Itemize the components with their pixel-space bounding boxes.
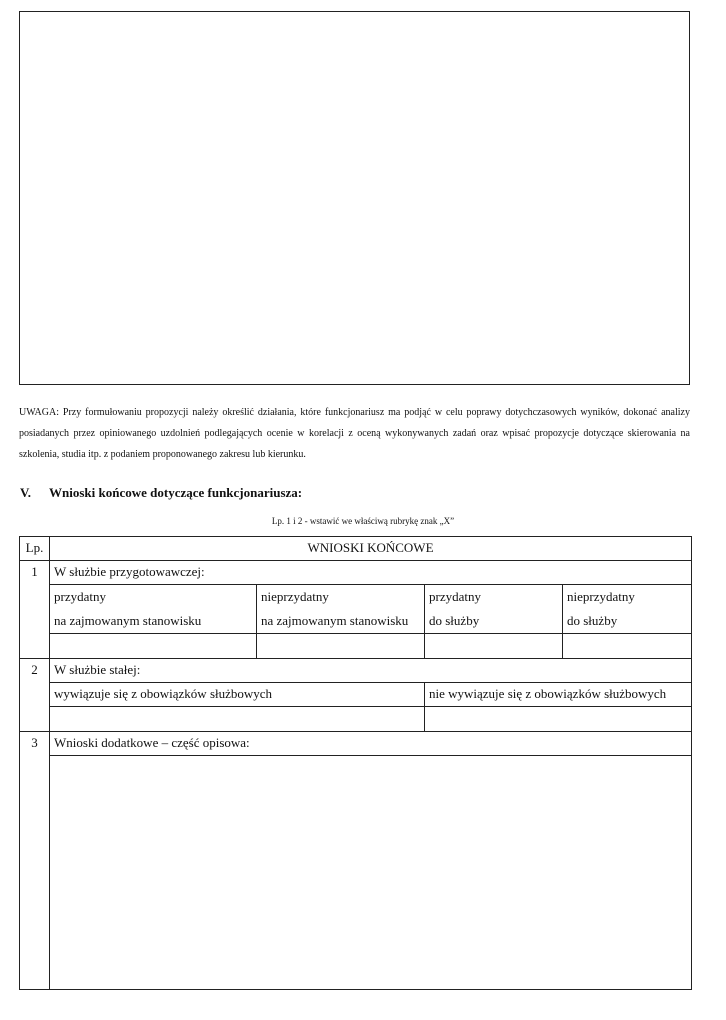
section-number: V. [20, 485, 31, 500]
option-label-line2: do służby [429, 613, 480, 628]
header-final-conclusions: WNIOSKI KOŃCOWE [50, 537, 692, 561]
section-title-text: Wnioski końcowe dotyczące funkcjonariusza: [49, 485, 303, 500]
option-label-line2: na zajmowanym stanowisku [54, 613, 202, 628]
option-label-line2: na zajmowanym stanowisku [261, 613, 409, 628]
additional-conclusions-text-area[interactable] [50, 756, 692, 990]
row3-title: Wnioski dodatkowe – część opisowa: [50, 732, 692, 756]
mark-cell-przydatny-sluzba[interactable] [425, 634, 563, 659]
option-label-line1: nieprzydatny [261, 589, 329, 604]
option-nieprzydatny-stanowisko [257, 585, 425, 634]
mark-cell-nieprzydatny-sluzba[interactable] [563, 634, 692, 659]
row1-title-row [20, 561, 692, 585]
proposals-text-area[interactable] [19, 11, 690, 385]
option-label-line2: do służby [567, 613, 618, 628]
row1-title: W służbie przygotowawczej: [50, 561, 692, 585]
header-lp: Lp. [20, 537, 50, 561]
section-title [20, 485, 302, 501]
option-label-line1: przydatny [54, 589, 106, 604]
table-header-row [20, 537, 692, 561]
row2-lp: 2 [20, 659, 50, 732]
row3-lp: 3 [20, 732, 50, 990]
mark-cell-nieprzydatny-stanowisko[interactable] [257, 634, 425, 659]
row3-title-row [20, 732, 692, 756]
option-nieprzydatny-sluzba [563, 585, 692, 634]
mark-cell-nie-wywiazuje-sie[interactable] [425, 707, 692, 732]
mark-cell-przydatny-stanowisko[interactable] [50, 634, 257, 659]
mark-cell-wywiazuje-sie[interactable] [50, 707, 425, 732]
option-nie-wywiazuje-sie: nie wywiązuje się z obowiązków służbowych [425, 683, 692, 707]
row1-lp: 1 [20, 561, 50, 659]
instruction-text: Lp. 1 i 2 - wstawić we właściwą rubrykę znak „X” [271, 516, 455, 526]
option-przydatny-sluzba [425, 585, 563, 634]
note-text: UWAGA: Przy formułowaniu propozycji należy określić działania, które funkcjonariusz ma podjąć w celu poprawy dotychczasowych wyników, dokonać analizy posiadanych przez opiniowanego uzdolnień podlegających ocenie w korelacji z oceną wykonywanych zadań oraz wpisać propozycje dotyczące skierowania na szkolenia, studia itp. z podaniem proponowanego zakresu lub kierunku. [19, 407, 690, 460]
option-label-line1: nieprzydatny [567, 589, 635, 604]
row2-title: W służbie stałej: [50, 659, 692, 683]
row1-mark-row [20, 634, 692, 659]
row2-options-row [20, 683, 692, 707]
final-conclusions-table [19, 536, 692, 990]
row2-mark-row [20, 707, 692, 732]
option-wywiazuje-sie: wywiązuje się z obowiązków służbowych [50, 683, 425, 707]
option-przydatny-stanowisko [50, 585, 257, 634]
row2-title-row [20, 659, 692, 683]
row3-text-row [20, 756, 692, 990]
option-label-line1: przydatny [429, 589, 481, 604]
row1-options-row [20, 585, 692, 634]
